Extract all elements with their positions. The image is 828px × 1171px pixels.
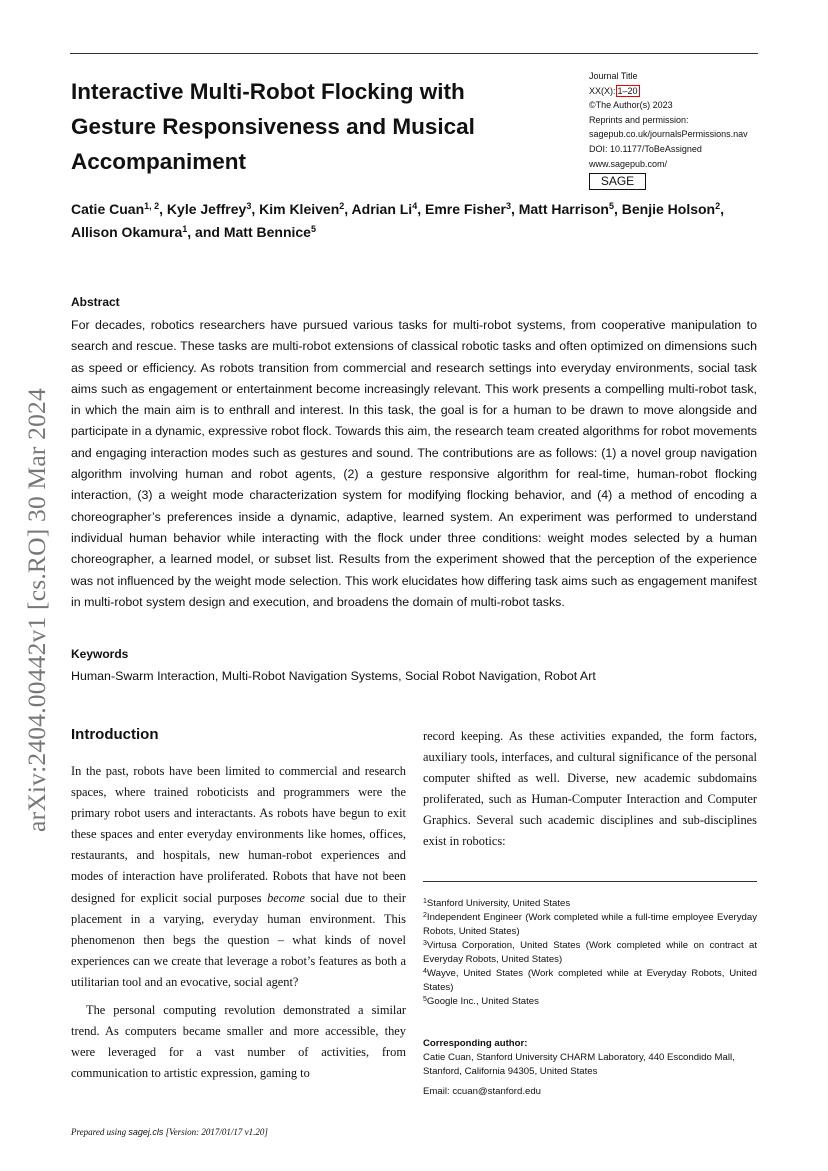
page-range-link[interactable]: 1–20 <box>617 85 638 96</box>
footnote-text: Wayve, United States (Work completed while at Everyday Robots, United States) <box>423 968 757 993</box>
footnote-number: 4 <box>423 968 427 976</box>
author-affiliation-mark: 3 <box>505 201 511 211</box>
author-name: Catie Cuan <box>71 201 145 217</box>
footer-prefix: Prepared using <box>71 1127 129 1137</box>
author-name: Matt Bennice <box>223 224 311 240</box>
footnote <box>423 911 757 938</box>
author-name: Benjie Holson <box>621 201 716 217</box>
corresponding-email: Email: ccuan@stanford.edu <box>423 1086 541 1097</box>
doi: DOI: 10.1177/ToBeAssigned <box>589 143 702 154</box>
author-affiliation-mark: 2 <box>715 201 721 211</box>
author-affiliation-mark: 4 <box>412 201 418 211</box>
abstract-heading: Abstract <box>71 295 120 309</box>
author-name: Adrian Li <box>351 201 413 217</box>
volume-prefix: XX(X): <box>589 85 616 96</box>
author-affiliation-mark: 1 <box>182 224 188 234</box>
intro-p1-start: In the past, robots have been limited to commercial and research spaces, where trained roboticists and programmers were the primary robot users and interactants. As robots have begun to exit these spaces and enter everyday environments like homes, offices, restaurants, and hospitals, new human-robot experiences and modes of interaction have proliferated. Robots that have not been designed for explicit social purposes <box>71 764 406 905</box>
intro-p1-emphasis: become <box>267 890 305 905</box>
author-affiliation-mark: 2 <box>339 201 345 211</box>
footnote-rule <box>423 881 757 882</box>
author-affiliation-mark: 5 <box>608 201 614 211</box>
footnote-number: 1 <box>423 898 427 905</box>
author-affiliation-mark: 5 <box>310 224 316 234</box>
author-list: Catie Cuan$^{1, 2}$, Kyle Jeffrey$^3$, Kim Kleiven$^2$, Adrian Li$^4$, Emre Fisher$^3$, Matt Harrison$^5$, Benjie Holson$^2$, Allison Okamura$^1$, and Matt Bennice$^5$ <box>71 201 725 240</box>
footnote <box>423 939 757 966</box>
top-rule <box>70 53 758 54</box>
intro-p1-end: social due to their placement in a varying, everyday human environment. This phenomenon then begs the question – what kinds of novel experiences can we create that leverage a robot’s features as both a utilitarian tool and an evocative, social agent? <box>71 890 407 989</box>
permissions-url: sagepub.co.uk/journalsPermissions.nav <box>589 129 748 140</box>
footnote <box>423 897 757 911</box>
author-name: Matt Harrison <box>518 201 609 217</box>
publisher-site: www.sagepub.com/ <box>589 158 668 169</box>
corresponding-author <box>423 1037 757 1099</box>
sage-logo: SAGE <box>589 173 646 190</box>
author-name: Kyle Jeffrey <box>166 201 247 217</box>
footnote-number: 5 <box>423 995 427 1003</box>
page-footer <box>71 1127 268 1137</box>
footnote-text: Independent Engineer (Work completed while a full-time employee Everyday Robots, United States) <box>423 912 757 937</box>
copyright: ©The Author(s) 2023 <box>589 100 673 111</box>
footer-cls: sagej.cls <box>128 1127 164 1137</box>
keywords-heading: Keywords <box>71 647 129 661</box>
intro-paragraph-2-continued: record keeping. As these activities expanded, the form factors, auxiliary tools, interfaces, and cultural significance of the personal computer shifted as well. Diverse, new academic subdomains proliferated, such as Human-Computer Interaction and Computer Graphics. Several such academic disciplines and sub-disciplines exist in robotics: <box>423 729 757 849</box>
arxiv-sidebar <box>12 360 62 860</box>
column-left <box>71 761 406 1084</box>
corresponding-address: Catie Cuan, Stanford University CHARM Laboratory, 440 Escondido Mall, Stanford, California 94305, United States <box>423 1052 735 1077</box>
footnote-number: 2 <box>423 912 427 920</box>
author-affiliation-mark: 3 <box>246 201 252 211</box>
journal-name: Journal Title <box>589 71 638 81</box>
author-affiliation-mark: 1, 2 <box>144 201 160 211</box>
corresponding-heading: Corresponding author: <box>423 1038 528 1049</box>
reprints-label: Reprints and permission: <box>589 114 689 125</box>
affiliation-footnotes <box>423 897 757 1009</box>
footnote <box>423 967 757 994</box>
footer-version: [Version: 2017/01/17 v1.20] <box>163 1127 268 1137</box>
keywords-text: Human-Swarm Interaction, Multi-Robot Navigation Systems, Social Robot Navigation, Robot Art <box>71 669 596 683</box>
footnote <box>423 995 757 1009</box>
arxiv-id: arXiv:2404.00442v1 [cs.RO] 30 Mar 2024 <box>22 388 51 832</box>
paper-title: Interactive Multi-Robot Flocking with Gesture Responsiveness and Musical Accompaniment <box>71 79 475 174</box>
introduction-heading: Introduction <box>71 726 159 743</box>
intro-paragraph-2: The personal computing revolution demonstrated a similar trend. As computers became smaller and more accessible, they were leveraged for a vast number of activities, from communication to artistic expression, gaming to <box>71 1003 406 1081</box>
author-name: Emre Fisher <box>425 201 506 217</box>
abstract-text: For decades, robotics researchers have pursued various tasks for multi-robot systems, from cooperative manipulation to search and rescue. These tasks are multi-robot extensions of classical robotic tasks and often optimized on dimensions such as speed or efficiency. As robots transition from commercial and research settings into everyday environments, social task aims such as engagement or entertainment become increasingly relevant. This work presents a compelling multi-robot task, in which the main aim is to enthrall and interest. In this task, the goal is for a human to be drawn to move alongside and participate in a dynamic, expressive robot flock. Towards this aim, the research team created algorithms for robot movements and engaging interaction modes such as gestures and sound. The contributions are as follows: (1) a novel group navigation algorithm involving human and robot agents, (2) a gesture responsive algorithm for real-time, human-robot flocking interaction, (3) a weight mode characterization system for modifying flocking behavior, and (4) a method of encoding a choreographer’s preferences inside a dynamic, adaptive, learned system. An experiment was performed to understand individual human behavior while interacting with the flock under three conditions: weight modes selected by a human choreographer, a learned model, or subset list. Results from the experiment showed that the perception of the experience was not influenced by the weight mode selection. This work elucidates how differing task aims such as engagement manifest in multi-robot system design and execution, and broadens the domain of multi-robot tasks. <box>71 318 757 609</box>
journal-info <box>589 69 789 171</box>
author-name: Kim Kleiven <box>259 201 340 217</box>
footnote-text: Google Inc., United States <box>426 995 539 1007</box>
author-name: Allison Okamura <box>71 224 183 240</box>
column-right <box>423 726 757 853</box>
footnote-text: Stanford University, United States <box>426 898 571 909</box>
footnote-text: Virtusa Corporation, United States (Work completed while on contract at Everyday Robots, United States) <box>423 940 757 965</box>
intro-paragraph-1 <box>71 761 406 993</box>
journal-volume <box>589 84 789 99</box>
footnote-number: 3 <box>423 940 427 948</box>
